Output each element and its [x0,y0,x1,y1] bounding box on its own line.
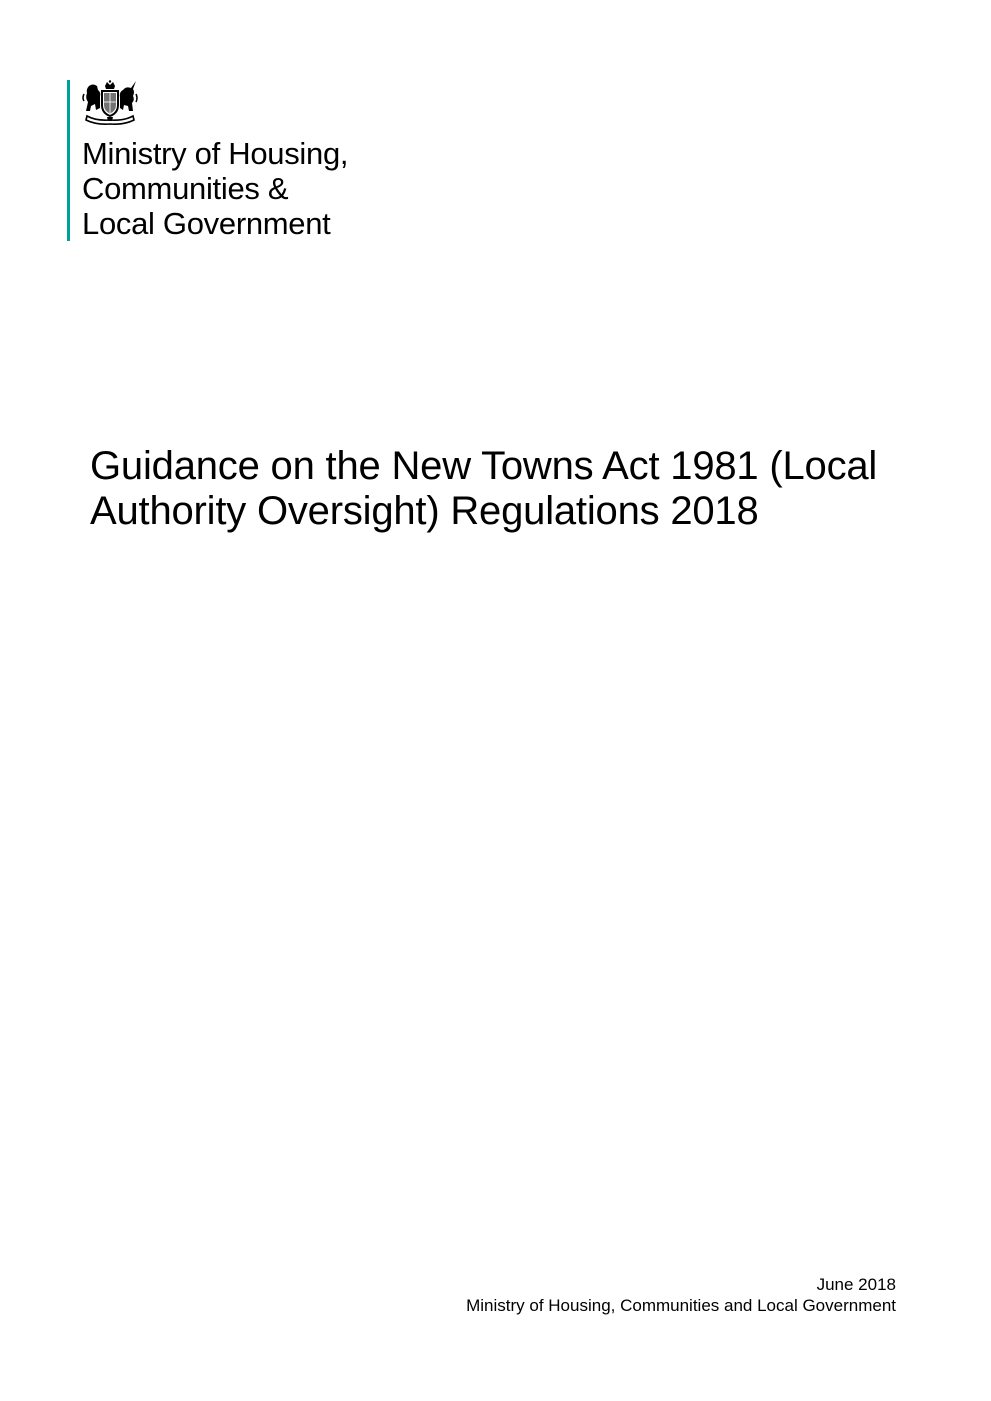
document-title-line-1: Guidance on the New Towns Act 1981 (Local [90,444,878,488]
publisher-name: Ministry of Housing, Communities and Local Government [466,1296,896,1315]
publication-date: June 2018 [816,1275,896,1294]
logo-accent-bar [67,80,70,241]
department-name-line-3: Local Government [82,206,331,241]
department-name-line-1: Ministry of Housing, [82,136,349,171]
document-title-line-2: Authority Oversight) Regulations 2018 [90,489,759,533]
royal-coat-of-arms-icon [81,80,139,128]
document-title [90,444,930,534]
department-name-line-2: Communities & [82,171,289,206]
publication-footer [466,1274,896,1316]
department-name [82,136,348,241]
